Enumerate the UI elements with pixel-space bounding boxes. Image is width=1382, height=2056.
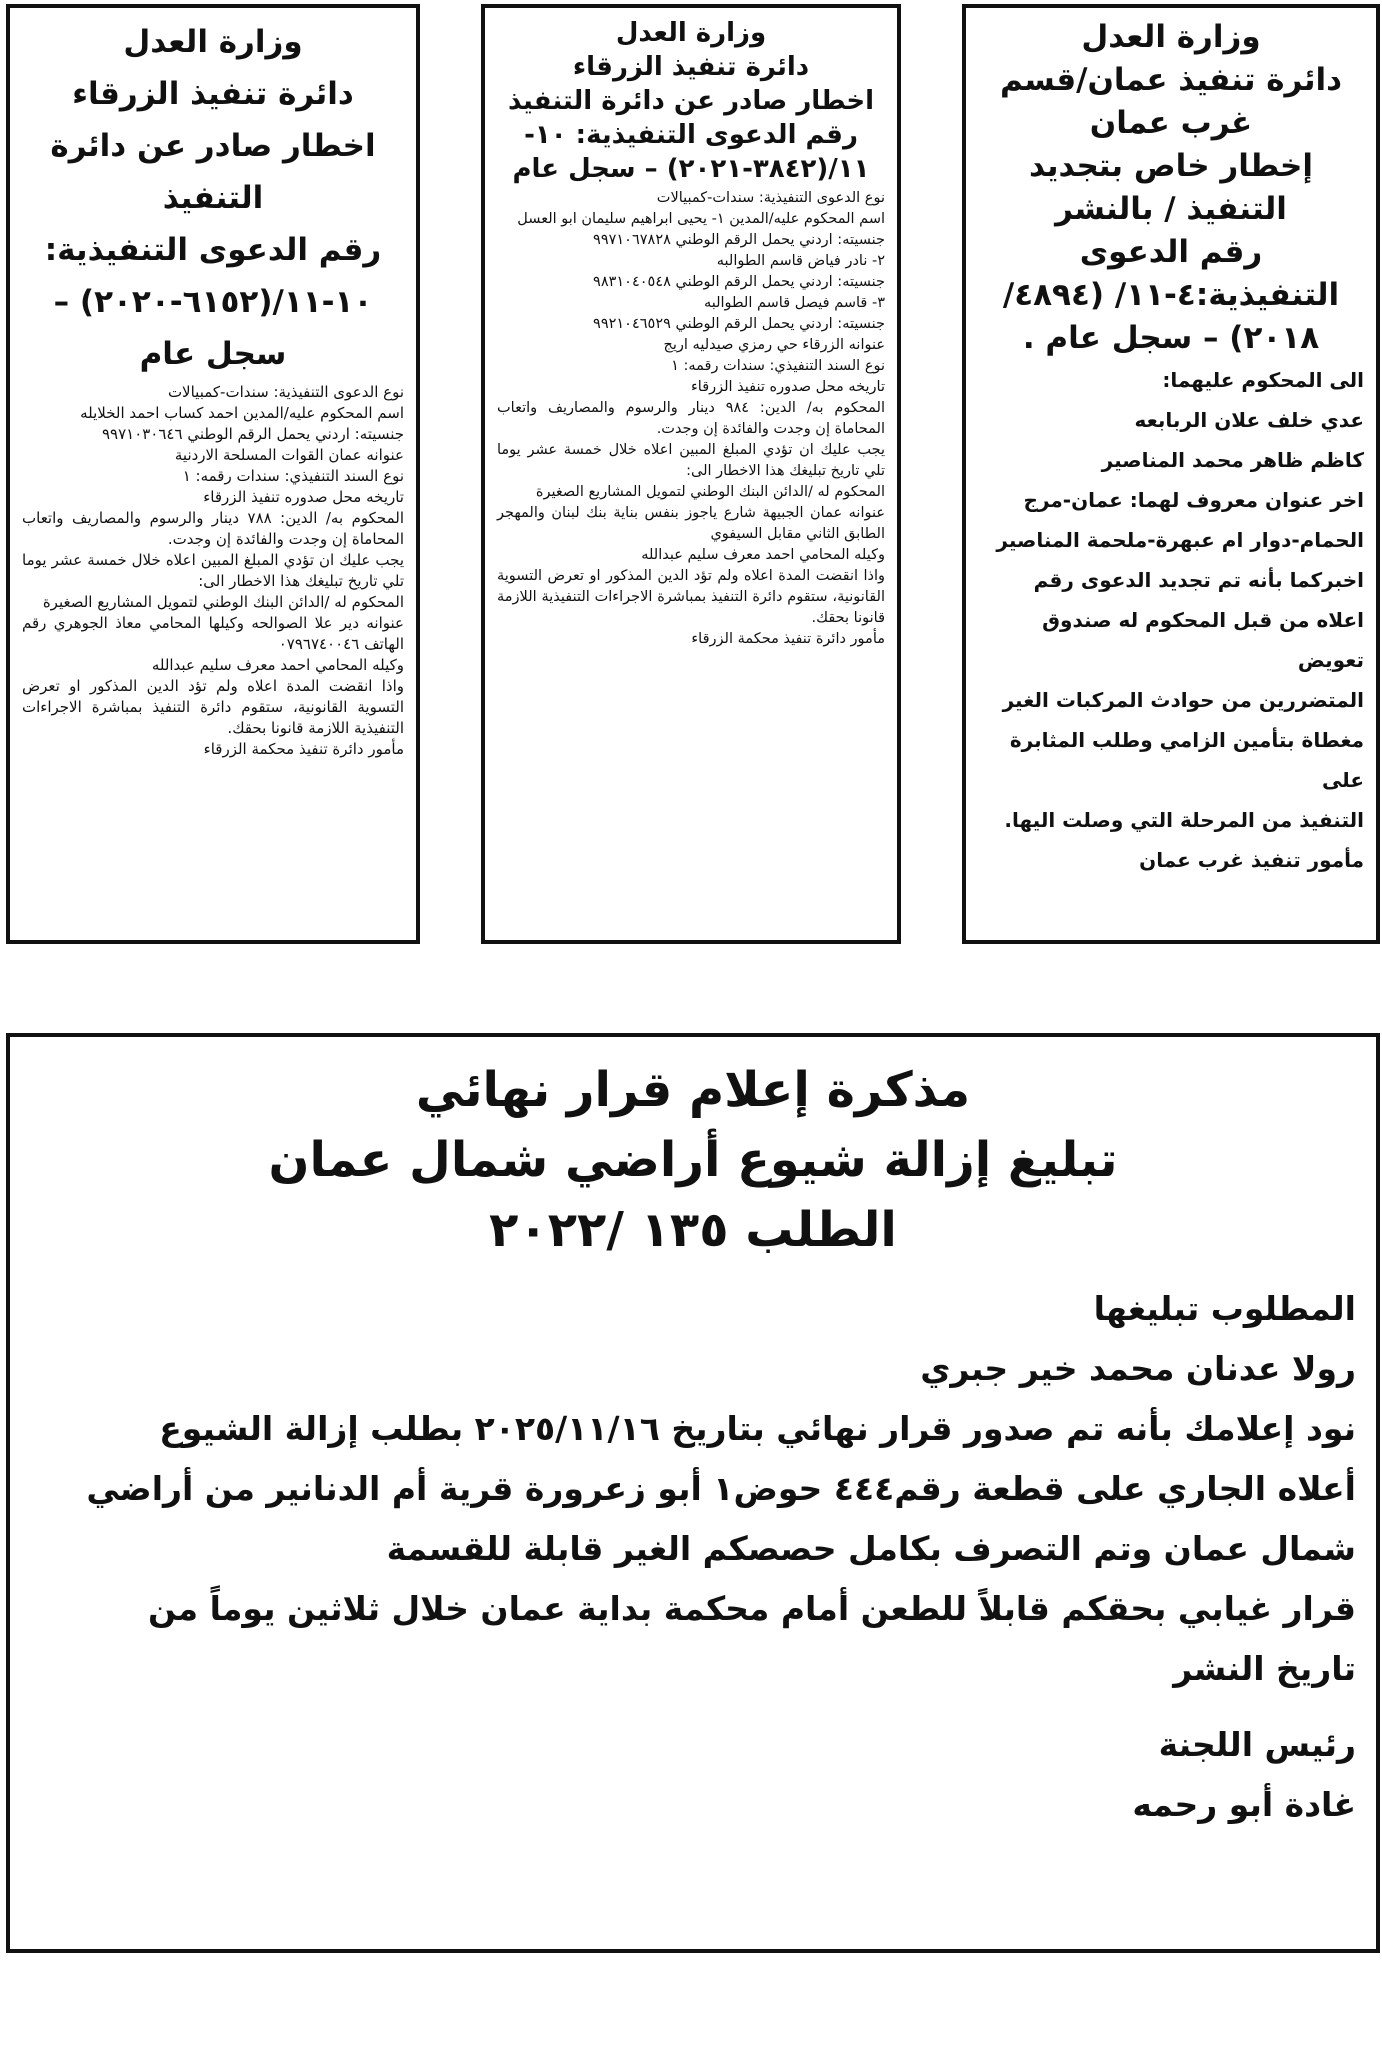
notice-heading-line: إخطار خاص بتجديد [1028, 148, 1313, 184]
notice-body-line: ٢- نادر فياض قاسم الطوالبه [716, 253, 885, 269]
notice-renewal-west-amman [962, 4, 1380, 944]
notice-body-line: جنسيته: اردني يحمل الرقم الوطني ٩٩٧١٠٦٧٨٢٨ [593, 232, 885, 248]
notice-body-line: جنسيته: اردني يحمل الرقم الوطني ٩٨٣١٠٤٠٥٤٨ [593, 274, 885, 290]
notice-heading-line: اخطار صادر عن دائرة [50, 128, 376, 164]
notice-zarqa-6152 [6, 4, 420, 944]
notice-heading-line: وزارة العدل [123, 24, 303, 60]
notice-body-line: تاريخه محل صدوره تنفيذ الزرقاء [203, 488, 404, 506]
notice-body-line: جنسيته: اردني يحمل الرقم الوطني ٩٩٧١٠٣٠٦٤٦ [101, 425, 404, 443]
notice-title-line: الطلب ١٣٥ /٢٠٢٢ [489, 1202, 897, 1258]
notice-body-line: الى المحكوم عليهما: [1162, 368, 1364, 392]
notice-heading-line: التنفيذية:٤-١١/ (٤٨٩٤/ [1002, 277, 1340, 313]
notice-heading-line: التنفيذ / بالنشر [1055, 191, 1287, 227]
notice-body-line: جنسيته: اردني يحمل الرقم الوطني ٩٩٢١٠٤٦٥٢٩ [593, 316, 885, 332]
notice-body-line: عدي خلف علان الربابعه [1134, 408, 1364, 432]
notice-body-line: تاريخ النشر [1173, 1649, 1356, 1688]
notice-heading-line: دائرة تنفيذ الزرقاء [572, 52, 810, 82]
notice-body-line: نوع الدعوى التنفيذية: سندات-كمبيالات [167, 383, 404, 401]
notice-heading-line: سجل عام [139, 336, 287, 372]
notice-body-line: تاريخه محل صدوره تنفيذ الزرقاء [690, 379, 885, 395]
notice-heading-line: رقم الدعوى التنفيذية: ١٠- [524, 120, 858, 150]
notice-body-line: وكيله المحامي احمد معرف سليم عبدالله [641, 547, 885, 563]
notice-heading-line: ١١/(٣٨٤٢-٢٠٢١) – سجل عام [512, 154, 870, 184]
notice-body-line: اخبركما بأنه تم تجديد الدعوى رقم [1033, 568, 1364, 592]
notice-body-line: أعلاه الجاري على قطعة رقم٤٤٤ حوض١ أبو زعرورة قرية أم الدنانير من أراضي [86, 1469, 1356, 1508]
notice-body-line: اسم المحكوم عليه/المدين ١- يحيى ابراهيم سليمان ابو العسل [517, 211, 885, 227]
notice-heading-line: التنفيذ [162, 180, 264, 216]
notice-signature: مأمور دائرة تنفيذ محكمة الزرقاء [203, 740, 404, 758]
notice-body-line: المحكوم له /الدائن البنك الوطني لتمويل المشاريع الصغيرة [42, 593, 404, 611]
notice-heading-line: وزارة العدل [615, 18, 767, 48]
notice-body-line: اسم المحكوم عليه/المدين احمد كساب احمد الخلايله [80, 404, 404, 422]
signature-name: غادة أبو رحمه [1132, 1785, 1356, 1824]
notice-title-line: تبليغ إزالة شيوع أراضي شمال عمان [268, 1132, 1118, 1188]
notice-heading-line: ١٠-١١/(٦١٥٢-٢٠٢٠) – [53, 284, 373, 320]
signature-title: رئيس اللجنة [1158, 1725, 1356, 1764]
notice-recipient: رولا عدنان محمد خير جبري [920, 1349, 1356, 1388]
notice-body-line: وكيله المحامي احمد معرف سليم عبدالله [151, 656, 404, 674]
notice-heading-line: غرب عمان [1089, 105, 1253, 141]
notice-title-line: مذكرة إعلام قرار نهائي [415, 1062, 971, 1118]
notice-heading-line: رقم الدعوى [1079, 234, 1263, 270]
notice-body-line: نوع السند التنفيذي: سندات رقمه: ١ [671, 358, 885, 374]
notice-heading-line: رقم الدعوى التنفيذية: [44, 232, 382, 268]
notice-body-line: المطلوب تبليغها [1093, 1289, 1356, 1328]
notice-heading-line: اخطار صادر عن دائرة التنفيذ [507, 86, 875, 116]
notice-heading-line: ٢٠١٨) – سجل عام . [1022, 320, 1320, 356]
notice-body-line: اعلاه من قبل المحكوم له صندوق تعويض [1042, 608, 1364, 672]
notice-body-line: المحكوم به/ الدين: ٩٨٤ دينار والرسوم والمصاريف واتعاب المحاماة إن وجدت والفائدة إن وجدت. [497, 400, 885, 437]
notice-body-line: ٣- قاسم فيصل قاسم الطوالبه [703, 295, 885, 311]
notice-body-line: عنوانه عمان الجبيهة شارع ياجوز بنفس بناية بنك لبنان والمهجر الطابق الثاني مقابل السيفوي [497, 505, 885, 542]
notice-heading-line: دائرة تنفيذ الزرقاء [72, 76, 354, 112]
notice-body-line: يجب عليك ان تؤدي المبلغ المبين اعلاه خلال خمسة عشر يوما تلي تاريخ تبليغك هذا الاخطار الى: [497, 442, 885, 479]
notice-body-line: اخر عنوان معروف لهما: عمان-مرج [1023, 488, 1364, 512]
notice-body-line: كاظم ظاهر محمد المناصير [1101, 448, 1364, 472]
notice-body-line: المحكوم به/ الدين: ٧٨٨ دينار والرسوم والمصاريف واتعاب المحاماة إن وجدت والفائدة إن وجدت. [22, 509, 404, 548]
notice-body-line: المحكوم له /الدائن البنك الوطني لتمويل المشاريع الصغيرة [535, 484, 885, 500]
notice-body-line: واذا انقضت المدة اعلاه ولم تؤد الدين المذكور او تعرض التسوية القانونية، ستقوم دائرة التنفيذ بمباشرة الاجراءات التنفيذية اللازمة قانونا بحقك. [22, 677, 404, 737]
notice-body-line: نوع الدعوى التنفيذية: سندات-كمبيالات [656, 190, 885, 206]
notice-signature: مأمور دائرة تنفيذ محكمة الزرقاء [691, 631, 885, 647]
notice-heading-line: وزارة العدل [1081, 19, 1261, 55]
notice-final-decision-land [6, 1033, 1380, 1953]
notice-body-line: مغطاة بتأمين الزامي وطلب المثابرة على [1009, 728, 1364, 792]
notice-body-line: نوع السند التنفيذي: سندات رقمه: ١ [182, 467, 404, 485]
notice-body-line: يجب عليك ان تؤدي المبلغ المبين اعلاه خلال خمسة عشر يوما تلي تاريخ تبليغك هذا الاخطار الى: [22, 551, 404, 590]
notice-body-line: قرار غيابي بحقكم قابلاً للطعن أمام محكمة بداية عمان خلال ثلاثين يوماً من [147, 1589, 1356, 1628]
notice-body-line: المتضررين من حوادث المركبات الغير [1002, 688, 1364, 712]
notice-body-line: عنوانه الزرقاء حي رمزي صيدليه اريج [663, 337, 885, 353]
notice-signature: مأمور تنفيذ غرب عمان [1139, 848, 1364, 872]
notice-body-line: عنوانه دير علا الصوالحه وكيلها المحامي معاذ الجوهري رقم الهاتف ٠٧٩٦٧٤٠٠٤٦ [22, 614, 404, 653]
notice-body-line: شمال عمان وتم التصرف بكامل حصصكم الغير قابلة للقسمة [386, 1529, 1356, 1568]
notice-body-line: الحمام-دوار ام عبهرة-ملحمة المناصير [996, 528, 1364, 552]
notice-body-line: واذا انقضت المدة اعلاه ولم تؤد الدين المذكور او تعرض التسوية القانونية، ستقوم دائرة التنفيذ بمباشرة الاجراءات التنفيذية اللازمة قانونا بحقك. [497, 568, 885, 626]
notice-zarqa-3842 [481, 4, 901, 944]
notice-body-line: نود إعلامك بأنه تم صدور قرار نهائي بتاريخ ٢٠٢٥/١١/١٦ بطلب إزالة الشيوع [159, 1409, 1356, 1448]
notice-heading-line: دائرة تنفيذ عمان/قسم [999, 62, 1343, 98]
notice-body-line: عنوانه عمان القوات المسلحة الاردنية [174, 446, 404, 464]
notice-body-line: التنفيذ من المرحلة التي وصلت اليها. [1004, 808, 1364, 832]
